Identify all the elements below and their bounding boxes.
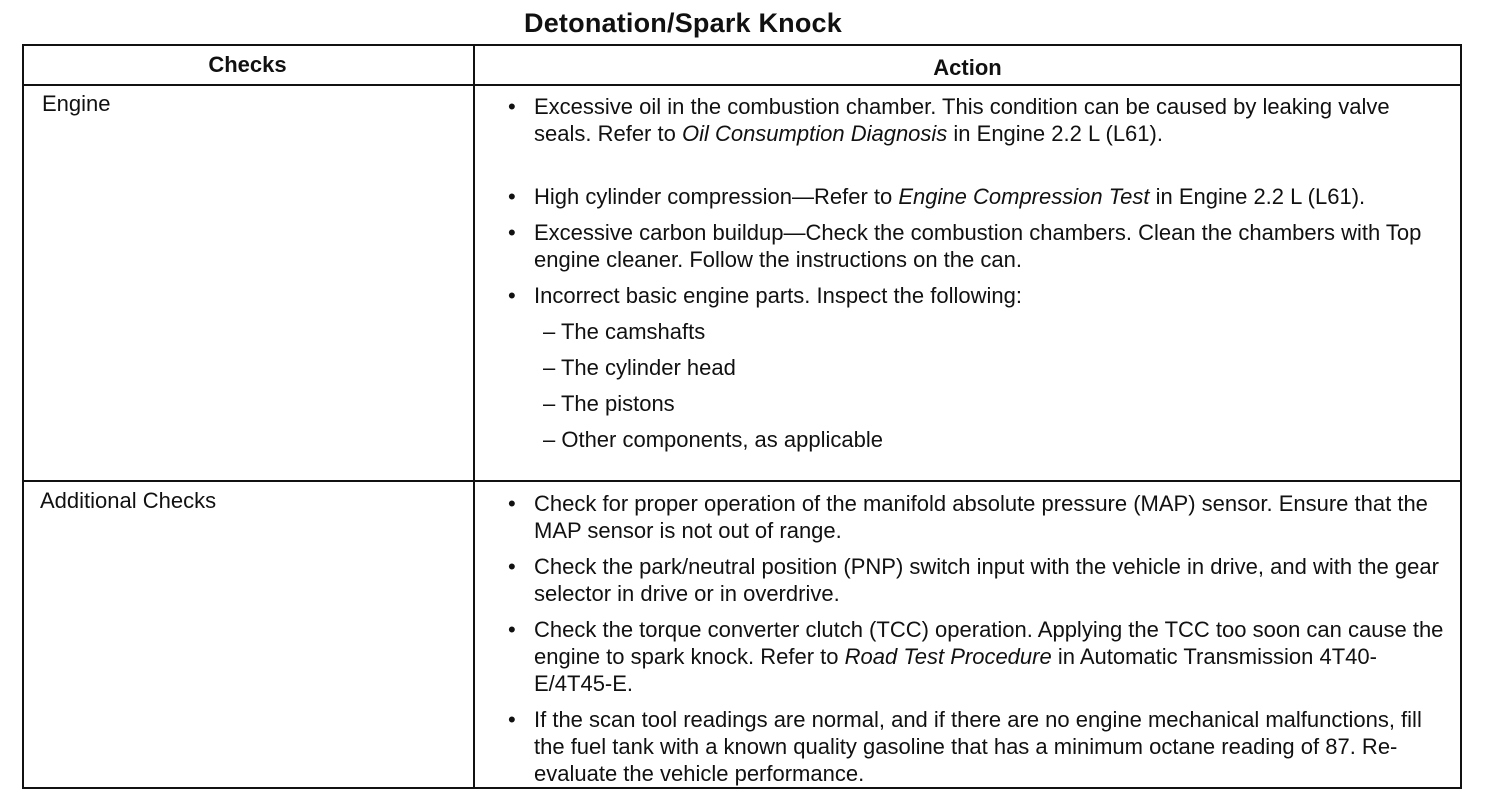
column-divider <box>473 44 475 789</box>
page-title: Detonation/Spark Knock <box>524 8 842 38</box>
bullet-dot: • <box>508 491 516 516</box>
action-text: Check the park/neutral position (PNP) switch input with the vehicle in drive, and with the gear selector in drive or in overdrive. <box>534 554 1439 606</box>
row-check-label: Engine <box>42 91 111 116</box>
bullet-dot: • <box>508 220 516 245</box>
action-text: High cylinder compression—Refer to Engine Compression Test in Engine 2.2 L (L61). <box>534 184 1366 209</box>
additional-actions-list <box>508 490 1453 787</box>
header-divider <box>22 84 1462 86</box>
bullet-dot: • <box>508 554 516 579</box>
bullet-dot: • <box>508 184 516 209</box>
action-bullet <box>508 219 1453 273</box>
action-text: Excessive oil in the combustion chamber. This condition can be caused by leaking valve seals. Refer to Oil Consumption Diagnosis in Engine 2.2 L (L61). <box>534 94 1390 146</box>
action-text: Check for proper operation of the manifold absolute pressure (MAP) sensor. Ensure that the MAP sensor is not out of range. <box>534 491 1428 543</box>
document-reference: Road Test Procedure <box>844 644 1052 669</box>
action-bullet <box>508 93 1453 147</box>
action-bullet <box>508 706 1453 787</box>
action-bullet <box>508 282 1453 309</box>
action-text: If the scan tool readings are normal, and if there are no engine mechanical malfunctions, fill the fuel tank with a known quality gasoline that has a minimum octane reading of 87. Re-evaluate the vehicle performance. <box>534 707 1422 786</box>
document-reference: Oil Consumption Diagnosis <box>681 121 948 146</box>
row-check-label: Additional Checks <box>40 488 217 513</box>
action-bullet <box>508 616 1453 697</box>
inspect-item: – The camshafts <box>543 319 706 344</box>
row-divider <box>22 480 1462 482</box>
inspect-item: – The pistons <box>543 391 675 416</box>
bullet-dot: • <box>508 94 516 119</box>
action-bullet <box>508 553 1453 607</box>
document-reference: Engine Compression Test <box>898 184 1150 209</box>
bullet-dot: • <box>508 617 516 642</box>
bullet-dot: • <box>508 283 516 308</box>
action-bullet <box>508 490 1453 544</box>
checks-header: Checks <box>208 52 287 77</box>
bullet-dot: • <box>508 707 516 732</box>
action-text: Incorrect basic engine parts. Inspect the following: <box>534 283 1022 308</box>
action-text: Excessive carbon buildup—Check the combustion chambers. Clean the chambers with Top engine cleaner. Follow the instructions on the can. <box>534 220 1422 272</box>
action-bullet <box>508 183 1453 210</box>
engine-actions-list <box>508 93 1453 453</box>
action-header: Action <box>933 55 1002 80</box>
diagnostic-table <box>22 44 1462 789</box>
inspect-item: – The cylinder head <box>543 355 736 380</box>
inspect-item: – Other components, as applicable <box>543 427 883 452</box>
action-text: Check the torque converter clutch (TCC) operation. Applying the TCC too soon can cause the engine to spark knock. Refer to Road Test Procedure in Automatic Transmission 4T40-E/4T45-E. <box>534 617 1444 696</box>
